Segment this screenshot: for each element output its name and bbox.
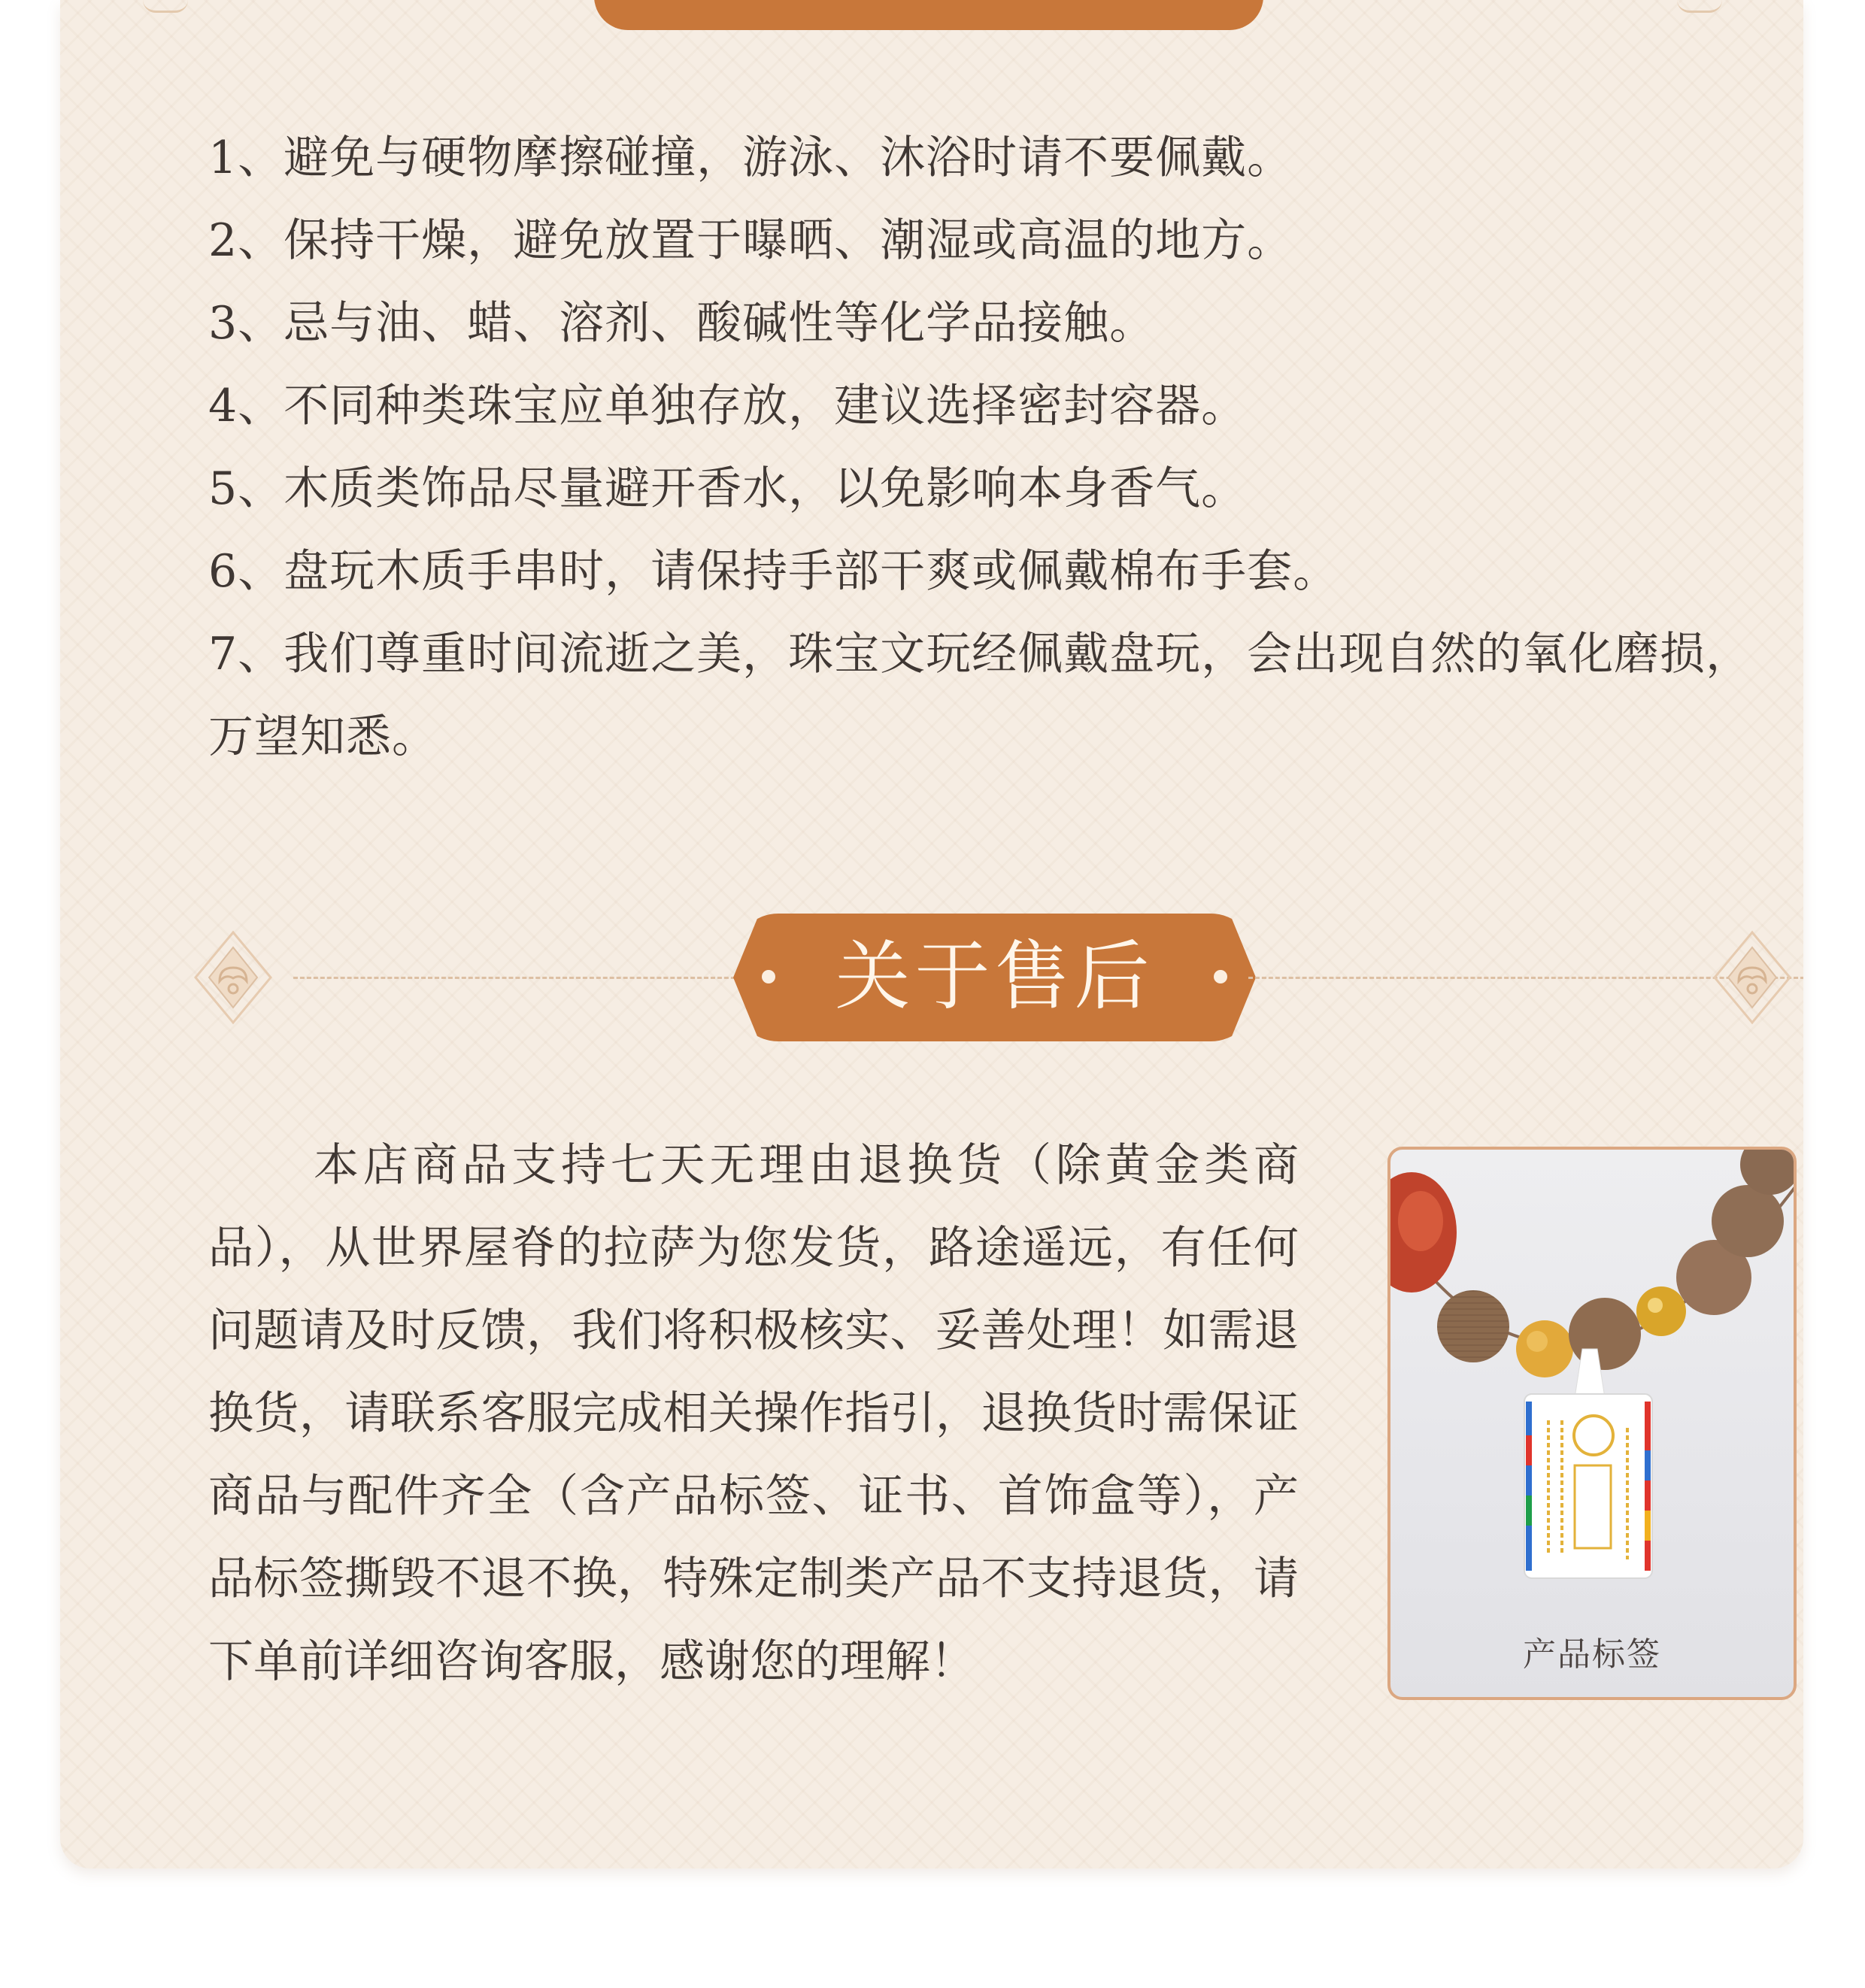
after-sale-title-badge: [733, 914, 1256, 1041]
care-tip-6: 6、盘玩木质手串时，请保持手部干爽或佩戴棉布手套。: [208, 545, 1339, 598]
care-tip-1: 1、避免与硬物摩擦碰撞，游泳、沐浴时请不要佩戴。: [208, 132, 1293, 184]
after-sale-title: 关于售后: [835, 932, 1154, 1020]
bracelet-tag-image: [1390, 1150, 1794, 1697]
care-tip-2: 2、保持干燥，避免放置于曝晒、潮湿或高温的地方。: [208, 214, 1293, 267]
ornament-top-left: [143, 0, 188, 13]
ornament-top-right: [1677, 0, 1722, 13]
after-sale-header: [188, 914, 1797, 1041]
content-panel: [60, 0, 1803, 1868]
after-sale-text: 本店商品支持七天无理由退换货（除黄金类商品），从世界屋脊的拉萨为您发货，路途遥远，有任何问题请及时反馈，我们将积极核实、妥善处理！如需退换货，请联系客服完成相关操作指引，退换货时需保证商品与配件齐全（含产品标签、证书、首饰盒等），产品标签撕毁不退不换，特殊定制类产品不支持退货，请下单前详细咨询客服，感谢您的理解！: [208, 1139, 1299, 1688]
section-banner-top: [594, 0, 1263, 30]
product-tag-caption: 产品标签: [1523, 1635, 1661, 1674]
care-tips-list: [208, 117, 1795, 778]
product-tag-photo: [1387, 1147, 1797, 1700]
care-tip-5: 5、木质类饰品尽量避开香水，以免影响本身香气。: [208, 462, 1248, 515]
cloud-ornament-left-icon: [188, 929, 278, 1026]
care-tip-4: 4、不同种类珠宝应单独存放，建议选择密封容器。: [208, 380, 1248, 432]
cloud-ornament-right-icon: [1707, 929, 1797, 1026]
care-tip-3: 3、忌与油、蜡、溶剂、酸碱性等化学品接触。: [208, 297, 1156, 350]
care-tip-7: 7、我们尊重时间流逝之美，珠宝文玩经佩戴盘玩，会出现自然的氧化磨损，万望知悉。: [208, 628, 1752, 763]
